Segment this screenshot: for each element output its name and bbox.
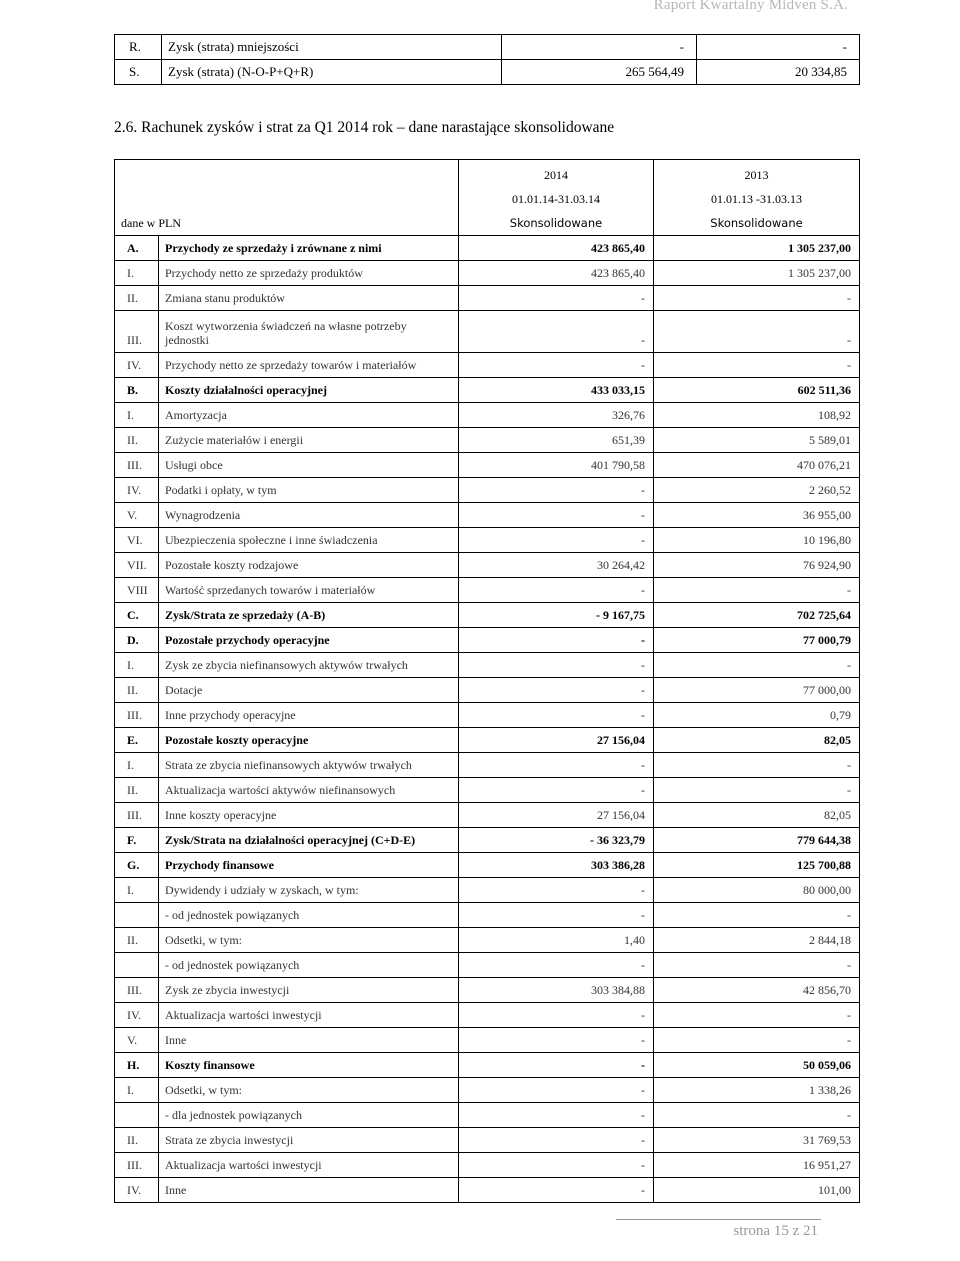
value-2013: - bbox=[654, 903, 860, 928]
value-2014: 303 384,88 bbox=[459, 978, 654, 1003]
row-code: II. bbox=[115, 678, 159, 703]
page-number: strona 15 z 21 bbox=[733, 1223, 818, 1239]
value-2014: - bbox=[459, 311, 654, 353]
value-2014: - bbox=[459, 678, 654, 703]
table-row bbox=[115, 1153, 860, 1178]
row-label: Pozostałe koszty rodzajowe bbox=[159, 553, 459, 578]
row-label: Zysk ze zbycia inwestycji bbox=[159, 978, 459, 1003]
row-label: Odsetki, w tym: bbox=[159, 928, 459, 953]
row-code: R. bbox=[115, 35, 162, 60]
value-2014: 1,40 bbox=[459, 928, 654, 953]
value-2014: - bbox=[459, 653, 654, 678]
row-code: V. bbox=[115, 503, 159, 528]
row-code: F. bbox=[115, 828, 159, 853]
row-label: - od jednostek powiązanych bbox=[159, 953, 459, 978]
row-code: VII. bbox=[115, 553, 159, 578]
row-code: I. bbox=[115, 1078, 159, 1103]
row-label: Zysk (strata) mniejszości bbox=[162, 35, 502, 60]
row-label: Wartość sprzedanych towarów i materiałów bbox=[159, 578, 459, 603]
report-header-title: Raport Kwartalny Midven S.A. bbox=[653, 0, 848, 13]
value-2013: 16 951,27 bbox=[654, 1153, 860, 1178]
value-2014: 27 156,04 bbox=[459, 728, 654, 753]
row-code bbox=[115, 953, 159, 978]
value-2014: - bbox=[459, 953, 654, 978]
table-row bbox=[115, 753, 860, 778]
value-2014: - bbox=[459, 628, 654, 653]
row-label: Przychody netto ze sprzedaży towarów i materiałów bbox=[159, 353, 459, 378]
value-2013: 1 338,26 bbox=[654, 1078, 860, 1103]
table-row bbox=[115, 978, 860, 1003]
row-label: - od jednostek powiązanych bbox=[159, 903, 459, 928]
value-2014: 27 156,04 bbox=[459, 803, 654, 828]
table-row bbox=[115, 1103, 860, 1128]
period-2014: 01.01.14-31.03.14 bbox=[512, 192, 600, 206]
row-code: H. bbox=[115, 1053, 159, 1078]
row-code: IV. bbox=[115, 1003, 159, 1028]
row-code: B. bbox=[115, 378, 159, 403]
table-row bbox=[115, 828, 860, 853]
value-2014: - bbox=[459, 703, 654, 728]
value-2013: 2 844,18 bbox=[654, 928, 860, 953]
table-row bbox=[115, 378, 860, 403]
value-2014: - bbox=[459, 286, 654, 311]
row-code: C. bbox=[115, 603, 159, 628]
value-2014: - bbox=[459, 1103, 654, 1128]
table-row bbox=[115, 628, 860, 653]
row-label: Zysk/Strata ze sprzedaży (A-B) bbox=[159, 603, 459, 628]
table-row bbox=[115, 778, 860, 803]
value-2013: 101,00 bbox=[654, 1178, 860, 1203]
row-code: I. bbox=[115, 653, 159, 678]
value-2013: 77 000,79 bbox=[654, 628, 860, 653]
value-2014: 326,76 bbox=[459, 403, 654, 428]
value-2013: 108,92 bbox=[654, 403, 860, 428]
row-code: IV. bbox=[115, 478, 159, 503]
value-2014: - bbox=[459, 1028, 654, 1053]
value-2013: 125 700,88 bbox=[654, 853, 860, 878]
value-2014: 401 790,58 bbox=[459, 453, 654, 478]
table-row bbox=[115, 503, 860, 528]
row-code bbox=[115, 1103, 159, 1128]
row-label: Wynagrodzenia bbox=[159, 503, 459, 528]
value-2014: - bbox=[459, 353, 654, 378]
value-2014: - bbox=[459, 1053, 654, 1078]
row-code: IV. bbox=[115, 353, 159, 378]
row-code bbox=[115, 903, 159, 928]
table-row bbox=[115, 1178, 860, 1203]
table-row bbox=[115, 236, 860, 261]
row-label: Przychody netto ze sprzedaży produktów bbox=[159, 261, 459, 286]
unit-label: dane w PLN bbox=[121, 216, 181, 230]
row-label: Podatki i opłaty, w tym bbox=[159, 478, 459, 503]
value-2013: - bbox=[654, 286, 860, 311]
row-label: Przychody finansowe bbox=[159, 853, 459, 878]
table-row bbox=[115, 453, 860, 478]
value-2013: 779 644,38 bbox=[654, 828, 860, 853]
row-code: I. bbox=[115, 261, 159, 286]
row-code: I. bbox=[115, 403, 159, 428]
row-label: Zysk/Strata na działalności operacyjnej (C+D-E) bbox=[159, 828, 459, 853]
row-code: D. bbox=[115, 628, 159, 653]
row-label: Usługi obce bbox=[159, 453, 459, 478]
row-code: III. bbox=[115, 803, 159, 828]
value-2014: 30 264,42 bbox=[459, 553, 654, 578]
value-2013: 2 260,52 bbox=[654, 478, 860, 503]
year-2014: 2014 bbox=[544, 168, 568, 182]
table-row bbox=[115, 578, 860, 603]
row-label: Zużycie materiałów i energii bbox=[159, 428, 459, 453]
value-2013: 702 725,64 bbox=[654, 603, 860, 628]
row-label: Zmiana stanu produktów bbox=[159, 286, 459, 311]
scope-2013: Skonsolidowane bbox=[710, 216, 803, 230]
row-code: II. bbox=[115, 778, 159, 803]
table-row bbox=[115, 903, 860, 928]
row-label: Koszty działalności operacyjnej bbox=[159, 378, 459, 403]
row-code: III. bbox=[115, 1153, 159, 1178]
unit-label-cell bbox=[115, 160, 459, 236]
value-2014: 265 564,49 bbox=[502, 60, 697, 85]
top-summary-table bbox=[114, 34, 860, 85]
value-2013: - bbox=[654, 653, 860, 678]
value-2014: - bbox=[502, 35, 697, 60]
value-2013: - bbox=[654, 1103, 860, 1128]
value-2014: - bbox=[459, 503, 654, 528]
value-2013: 31 769,53 bbox=[654, 1128, 860, 1153]
table-row bbox=[115, 728, 860, 753]
row-label: Przychody ze sprzedaży i zrównane z nimi bbox=[159, 236, 459, 261]
row-code: S. bbox=[115, 60, 162, 85]
table-row bbox=[115, 428, 860, 453]
value-2014: - bbox=[459, 528, 654, 553]
value-2014: - bbox=[459, 1078, 654, 1103]
row-code: I. bbox=[115, 753, 159, 778]
footer-divider bbox=[616, 1219, 821, 1220]
row-label: - dla jednostek powiązanych bbox=[159, 1103, 459, 1128]
row-code: V. bbox=[115, 1028, 159, 1053]
row-label: Koszty finansowe bbox=[159, 1053, 459, 1078]
row-label: Inne bbox=[159, 1178, 459, 1203]
value-2014: - 9 167,75 bbox=[459, 603, 654, 628]
value-2013: - bbox=[654, 953, 860, 978]
value-2014: - bbox=[459, 903, 654, 928]
value-2014: - bbox=[459, 1128, 654, 1153]
value-2013: 602 511,36 bbox=[654, 378, 860, 403]
value-2013: - bbox=[697, 35, 860, 60]
row-code: II. bbox=[115, 428, 159, 453]
value-2013: 80 000,00 bbox=[654, 878, 860, 903]
value-2014: - bbox=[459, 753, 654, 778]
row-code: II. bbox=[115, 928, 159, 953]
value-2013: 76 924,90 bbox=[654, 553, 860, 578]
value-2014: 423 865,40 bbox=[459, 261, 654, 286]
row-code: A. bbox=[115, 236, 159, 261]
year-2013: 2013 bbox=[744, 168, 769, 182]
value-2013: - bbox=[654, 353, 860, 378]
row-label: Strata ze zbycia niefinansowych aktywów trwałych bbox=[159, 753, 459, 778]
value-2014: 651,39 bbox=[459, 428, 654, 453]
row-label: Aktualizacja wartości inwestycji bbox=[159, 1153, 459, 1178]
table-row bbox=[115, 603, 860, 628]
table-row bbox=[115, 528, 860, 553]
value-2013: - bbox=[654, 778, 860, 803]
value-2013: 0,79 bbox=[654, 703, 860, 728]
value-2013: 42 856,70 bbox=[654, 978, 860, 1003]
table-row bbox=[115, 353, 860, 378]
row-label: Ubezpieczenia społeczne i inne świadczenia bbox=[159, 528, 459, 553]
value-2013: 1 305 237,00 bbox=[654, 261, 860, 286]
row-label: Inne bbox=[159, 1028, 459, 1053]
row-label: Pozostałe przychody operacyjne bbox=[159, 628, 459, 653]
table-row bbox=[115, 1028, 860, 1053]
value-2014: - bbox=[459, 1178, 654, 1203]
table-row bbox=[115, 553, 860, 578]
value-2013: 50 059,06 bbox=[654, 1053, 860, 1078]
row-code: I. bbox=[115, 878, 159, 903]
value-2013: 470 076,21 bbox=[654, 453, 860, 478]
table-row bbox=[115, 478, 860, 503]
value-2013: 5 589,01 bbox=[654, 428, 860, 453]
row-label: Zysk ze zbycia niefinansowych aktywów trwałych bbox=[159, 653, 459, 678]
table-row bbox=[115, 286, 860, 311]
table-row bbox=[115, 803, 860, 828]
table-row bbox=[115, 678, 860, 703]
row-label: Pozostałe koszty operacyjne bbox=[159, 728, 459, 753]
table-row bbox=[115, 311, 860, 353]
table-row bbox=[115, 261, 860, 286]
table-row bbox=[115, 403, 860, 428]
table-row bbox=[115, 1078, 860, 1103]
row-code: G. bbox=[115, 853, 159, 878]
value-2014: - bbox=[459, 578, 654, 603]
value-2013: - bbox=[654, 311, 860, 353]
scope-2014: Skonsolidowane bbox=[509, 216, 603, 230]
table-row bbox=[115, 953, 860, 978]
row-label: Dywidendy i udziały w zyskach, w tym: bbox=[159, 878, 459, 903]
row-label: Strata ze zbycia inwestycji bbox=[159, 1128, 459, 1153]
row-code: IV. bbox=[115, 1178, 159, 1203]
row-code: III. bbox=[115, 311, 159, 353]
row-label: Amortyzacja bbox=[159, 403, 459, 428]
table-row bbox=[115, 1128, 860, 1153]
value-2013: - bbox=[654, 578, 860, 603]
table-row bbox=[115, 1003, 860, 1028]
period-2013: 01.01.13 -31.03.13 bbox=[711, 192, 802, 206]
value-2014: - bbox=[459, 1153, 654, 1178]
table-row bbox=[115, 928, 860, 953]
row-code: VI. bbox=[115, 528, 159, 553]
value-2014: - bbox=[459, 1003, 654, 1028]
column-2014-header bbox=[459, 160, 654, 236]
value-2013: - bbox=[654, 1028, 860, 1053]
income-statement-table bbox=[114, 159, 860, 1203]
row-label: Zysk (strata) (N-O-P+Q+R) bbox=[162, 60, 502, 85]
value-2013: 20 334,85 bbox=[697, 60, 860, 85]
row-label: Inne koszty operacyjne bbox=[159, 803, 459, 828]
table-row bbox=[115, 878, 860, 903]
value-2014: 303 386,28 bbox=[459, 853, 654, 878]
value-2013: 82,05 bbox=[654, 728, 860, 753]
row-code: II. bbox=[115, 286, 159, 311]
value-2014: 433 033,15 bbox=[459, 378, 654, 403]
table-row bbox=[115, 60, 860, 85]
row-label: Koszt wytworzenia świadczeń na własne potrzeby jednostki bbox=[159, 311, 459, 353]
table-row bbox=[115, 35, 860, 60]
row-label: Aktualizacja wartości inwestycji bbox=[159, 1003, 459, 1028]
value-2014: 423 865,40 bbox=[459, 236, 654, 261]
value-2014: - 36 323,79 bbox=[459, 828, 654, 853]
value-2013: 1 305 237,00 bbox=[654, 236, 860, 261]
value-2014: - bbox=[459, 478, 654, 503]
value-2013: - bbox=[654, 753, 860, 778]
table-row bbox=[115, 1053, 860, 1078]
row-code: VIII bbox=[115, 578, 159, 603]
section-heading: 2.6. Rachunek zysków i strat za Q1 2014 rok – dane narastające skonsolidowane bbox=[114, 119, 615, 136]
value-2013: 82,05 bbox=[654, 803, 860, 828]
table-row bbox=[115, 653, 860, 678]
row-code: II. bbox=[115, 1128, 159, 1153]
row-code: III. bbox=[115, 453, 159, 478]
value-2013: 77 000,00 bbox=[654, 678, 860, 703]
value-2013: 36 955,00 bbox=[654, 503, 860, 528]
table-header-row bbox=[115, 160, 860, 236]
row-code: III. bbox=[115, 978, 159, 1003]
value-2013: 10 196,80 bbox=[654, 528, 860, 553]
row-label: Inne przychody operacyjne bbox=[159, 703, 459, 728]
row-code: III. bbox=[115, 703, 159, 728]
row-label: Odsetki, w tym: bbox=[159, 1078, 459, 1103]
table-row bbox=[115, 853, 860, 878]
value-2014: - bbox=[459, 878, 654, 903]
value-2014: - bbox=[459, 778, 654, 803]
column-2013-header bbox=[654, 160, 860, 236]
row-code: E. bbox=[115, 728, 159, 753]
table-row bbox=[115, 703, 860, 728]
row-label: Aktualizacja wartości aktywów niefinansowych bbox=[159, 778, 459, 803]
value-2013: - bbox=[654, 1003, 860, 1028]
row-label: Dotacje bbox=[159, 678, 459, 703]
